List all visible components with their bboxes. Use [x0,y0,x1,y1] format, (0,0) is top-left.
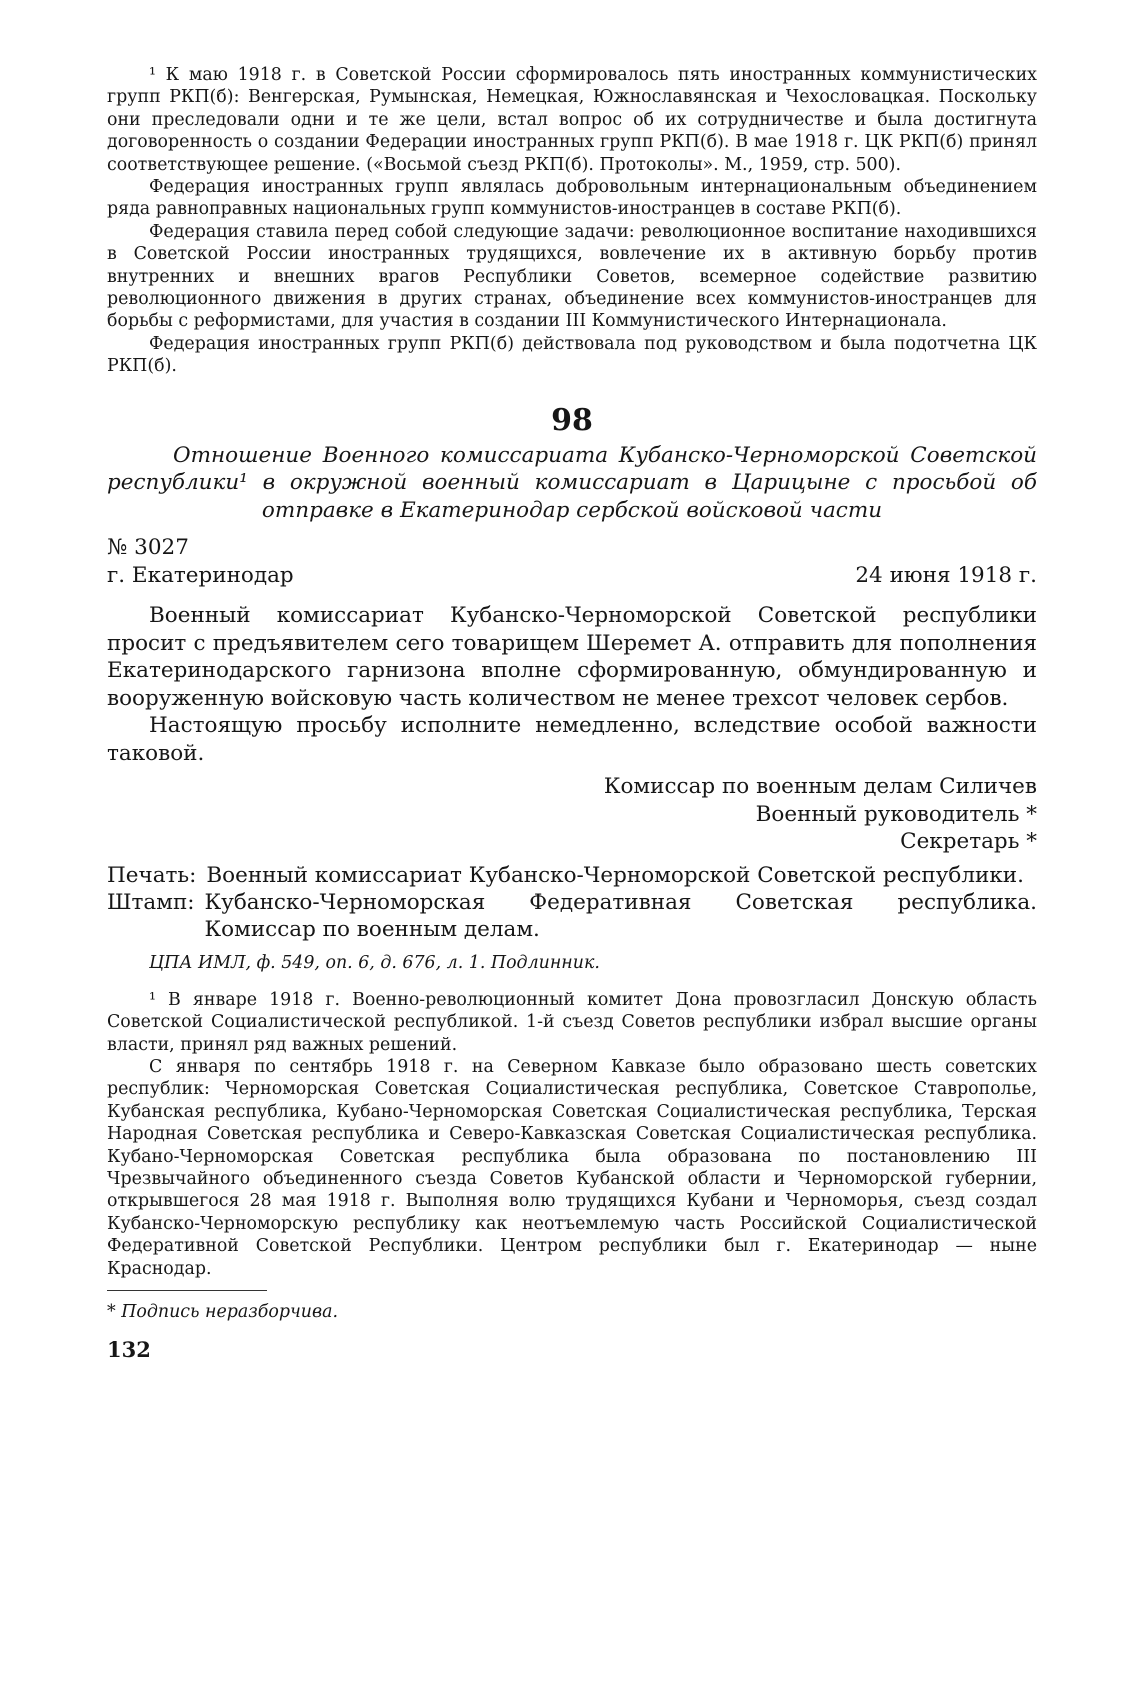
top-footnotes [107,64,1037,378]
star-footnote: * Подпись неразборчива. [107,1301,339,1322]
signature-military-head: Военный руководитель * [755,801,1037,827]
signatures [107,773,1037,856]
signature-secretary: Секретарь * [900,829,1037,855]
footnote-paragraph: ¹ К маю 1918 г. в Советской России сформировалось пять иностранных коммунистических групп РКП(б): Венгерская, Румынская, Немецкая, Южнославянская и Чехословацкая. Поскольку они преследовали одни и те же цели, встал вопрос об их сотрудничестве и была достигнута договоренность о создании Федерации иностранных групп РКП(б). В мае 1918 г. ЦК РКП(б) принял соответствующее решение. («Восьмой съезд РКП(б). Протоколы». М., 1959, стр. 500). [107,65,1037,175]
document-number: 98 [551,402,593,438]
footnote-paragraph: Федерация ставила перед собой следующие задачи: революционное воспитание находившихся в Советской России иностранных трудящихся, вовлечение их в активную борьбу против внутренних и внешних врагов Республики Советов, всемерное содействие развитию революционного движения в других странах, объединение всех коммунистов-иностранцев для борьбы с реформистами, для участия в создании III Коммунистического Интернационала. [107,221,1037,332]
seal-text: Военный комиссариат Кубанско-Черноморской Советской республики. [206,862,1024,888]
body-paragraph: Настоящую просьбу исполните немедленно, вследствие особой важности таковой. [107,713,1037,766]
stamp-block [107,889,1037,943]
document-date: 24 июня 1918 г. [855,563,1037,589]
bottom-footnotes [107,989,1037,1280]
signature-commissar: Комиссар по военным делам Силичев [603,774,1037,800]
body-paragraph: Военный комиссариат Кубанско-Черноморской Советской республики просит с предъявителем сего товарищем Шеремет А. отправить для пополнения Екатеринодарского гарнизона вполне сформированную, обмундированную и вооруженную войсковую часть количеством не менее трехсот человек сербов. [107,603,1037,711]
document-body [107,602,1037,767]
footnote-paragraph: С января по сентябрь 1918 г. на Северном Кавказе было образовано шесть советских республик: Черноморская Советская Социалистическая республика, Советское Ставрополье, Кубанская республика, Кубано-Черноморская Советская Социалистическая республика, Терская Народная Советская республика и Северо-Кавказская Советская Социалистическая республика. Кубано-Черноморская Советская республика была образована по постановлению III Чрезвычайного объединенного съезда Советов Кубанской области и Черноморской губернии, открывшегося 28 мая 1918 г. Выполняя волю трудящихся Кубани и Черноморья, съезд создал Кубанско-Черноморскую республику как неотъемлемую часть Российской Социалистической Федеративной Советской Республики. Центром республики был г. Екатеринодар — ныне Краснодар. [107,1056,1037,1279]
archive-citation: ЦПА ИМЛ, ф. 549, оп. 6, д. 676, л. 1. Подлинник. [149,952,600,973]
footnote-paragraph: Федерация иностранных групп являлась добровольным интернациональным объединением ряда равноправных национальных групп коммунистов-иностранцев в составе РКП(б). [107,177,1037,220]
place-date-line [107,562,1037,590]
document-place: г. Екатеринодар [107,563,294,589]
seal-block [107,862,1037,889]
footnote-paragraph: ¹ В январе 1918 г. Военно-революционный комитет Дона провозгласил Донскую область Советской Социалистической республикой. 1-й съезд Советов республики избрал высшие органы власти, принял ряд важных решений. [107,989,1037,1055]
reference-number: № 3027 [107,535,189,561]
document-title: Отношение Военного комиссариата Кубанско-Черноморской Советской республики¹ в окружной военный комиссариат в Царицыне с просьбой об отправке в Екатеринодар сербской войсковой части [107,442,1037,523]
stamp-label: Штамп: [107,889,195,915]
page-number: 132 [107,1336,151,1362]
footnote-paragraph: Федерация иностранных групп РКП(б) действовала под руководством и была подотчетна ЦК РКП(б). [107,333,1037,377]
footnote-divider [107,1290,267,1291]
seal-label: Печать: [107,862,197,888]
stamp-text: Кубанско-Черноморская Федеративная Советская республика. Комиссар по военным делам. [204,889,1037,942]
